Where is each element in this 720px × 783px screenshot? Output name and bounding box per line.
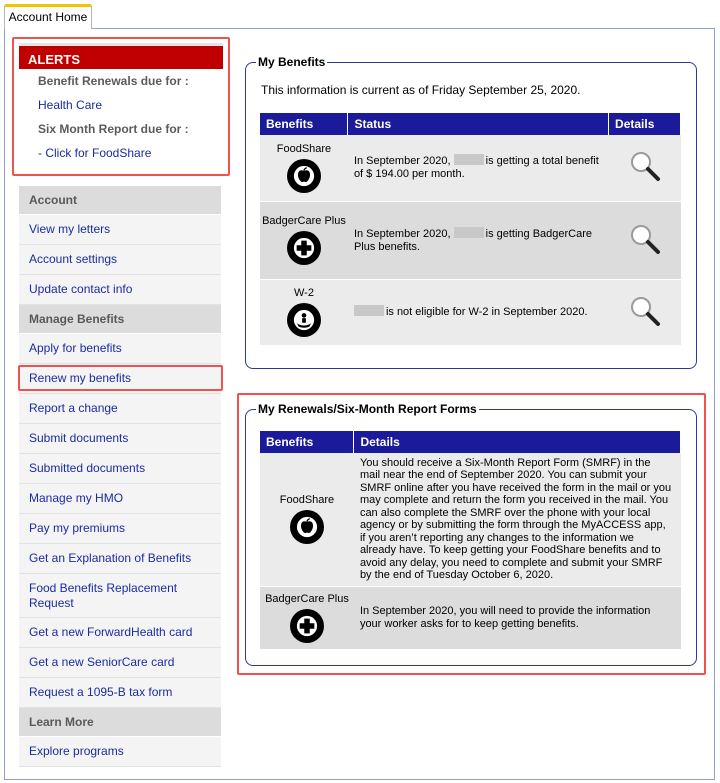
benefit-cell [260, 135, 348, 201]
nav-explore-programs[interactable]: Explore programs [19, 737, 221, 767]
nav-pay-premiums[interactable]: Pay my premiums [19, 514, 221, 544]
details-cell: In September 2020, you will need to provide the information your worker asks for to keep getting benefits. [354, 586, 681, 649]
sidebar-nav [19, 186, 221, 767]
details-cell: You should receive a Six-Month Report Form (SMRF) in the mail near the end of September 2020. You can submit your SMRF online after you have received the form in the mail or you may complete and return the form you received in the mail. You can also complete the SMRF over the phone with your local agency or by submitting the form through the MyACCESS app, if you aren’t reporting any changes to the information we already have. To keep getting your FoodShare benefits and to avoid any delay, you need to complete and submit your SMRF by the end of Tuesday October 6, 2020. [354, 453, 681, 586]
alerts-highlight [12, 37, 230, 176]
table-row [260, 279, 681, 345]
my-benefits-legend: My Benefits [258, 55, 326, 69]
benefit-cell [260, 279, 348, 345]
benefit-name: W-2 [293, 287, 314, 299]
apple-icon [287, 159, 321, 193]
nav-section-learn-more: Learn More [19, 708, 221, 737]
col-details: Details [609, 113, 681, 135]
nav-explanation-of-benefits[interactable]: Get an Explanation of Benefits [19, 544, 221, 574]
renewals-legend: My Renewals/Six-Month Report Forms [258, 402, 477, 416]
redacted-name [454, 154, 484, 165]
renew-highlight [18, 365, 223, 391]
nav-section-manage-benefits: Manage Benefits [19, 305, 221, 334]
alerts-health-care-link[interactable]: Health Care [38, 98, 103, 112]
tab-account-home[interactable]: Account Home [4, 4, 92, 29]
nav-manage-hmo[interactable]: Manage my HMO [19, 484, 221, 514]
as-of-text: This information is current as of Friday September 25, 2020. [261, 83, 581, 97]
details-cell [609, 279, 681, 345]
nav-tax-form[interactable]: Request a 1095-B tax form [19, 678, 221, 708]
benefit-name: FoodShare [279, 494, 335, 507]
status-cell [348, 135, 609, 201]
nav-section-account: Account [19, 186, 221, 215]
nav-submitted-documents[interactable]: Submitted documents [19, 454, 221, 484]
renewals-highlight [237, 393, 706, 675]
status-post: is getting a total benefit of $ 194.00 per month. [353, 155, 599, 181]
magnifier-icon[interactable] [628, 222, 662, 256]
status-cell [348, 279, 609, 345]
nav-forwardhealth-card[interactable]: Get a new ForwardHealth card [19, 618, 221, 648]
status-pre: In September 2020, [353, 155, 451, 168]
details-cell [609, 135, 681, 201]
nav-apply[interactable]: Apply for benefits [19, 334, 221, 364]
col-benefits: Benefits [260, 431, 354, 453]
alerts-report-label: Six Month Report due for : [38, 122, 189, 136]
person-hands-icon [287, 303, 321, 337]
status-post: is not eligible for W-2 in September 2020. [385, 306, 588, 318]
benefits-table [260, 113, 681, 346]
benefit-cell [260, 201, 348, 279]
col-benefits: Benefits [260, 113, 348, 135]
status-pre: In September 2020, [353, 227, 451, 240]
alerts-title: ALERTS [19, 43, 223, 69]
magnifier-icon[interactable] [628, 294, 662, 328]
col-details: Details [354, 431, 681, 453]
table-row [260, 135, 681, 201]
nav-food-replacement[interactable]: Food Benefits Replacement Request [19, 574, 221, 618]
nav-view-letters[interactable]: View my letters [19, 215, 221, 245]
nav-report-change[interactable]: Report a change [19, 394, 221, 424]
table-row [260, 201, 681, 279]
benefit-name: FoodShare [276, 142, 332, 155]
magnifier-icon[interactable] [628, 149, 662, 183]
nav-renew[interactable]: Renew my benefits [19, 364, 221, 394]
nav-submit-documents[interactable]: Submit documents [19, 424, 221, 454]
details-cell [609, 201, 681, 279]
benefit-name: BadgerCare Plus [265, 592, 349, 605]
alerts-foodshare-link[interactable]: - Click for FoodShare [38, 146, 152, 160]
alerts-renewal-label: Benefit Renewals due for : [38, 74, 189, 88]
col-status: Status [348, 113, 609, 135]
nav-seniorcare-card[interactable]: Get a new SeniorCare card [19, 648, 221, 678]
redacted-name [354, 305, 384, 316]
medical-cross-icon [287, 231, 321, 265]
nav-account-settings[interactable]: Account settings [19, 245, 221, 275]
redacted-name [454, 227, 484, 238]
my-benefits-section [245, 55, 697, 369]
status-post: is getting BadgerCare Plus benefits. [353, 227, 593, 253]
nav-update-contact[interactable]: Update contact info [19, 275, 221, 305]
status-cell [348, 201, 609, 279]
benefit-name: BadgerCare Plus [262, 215, 346, 227]
